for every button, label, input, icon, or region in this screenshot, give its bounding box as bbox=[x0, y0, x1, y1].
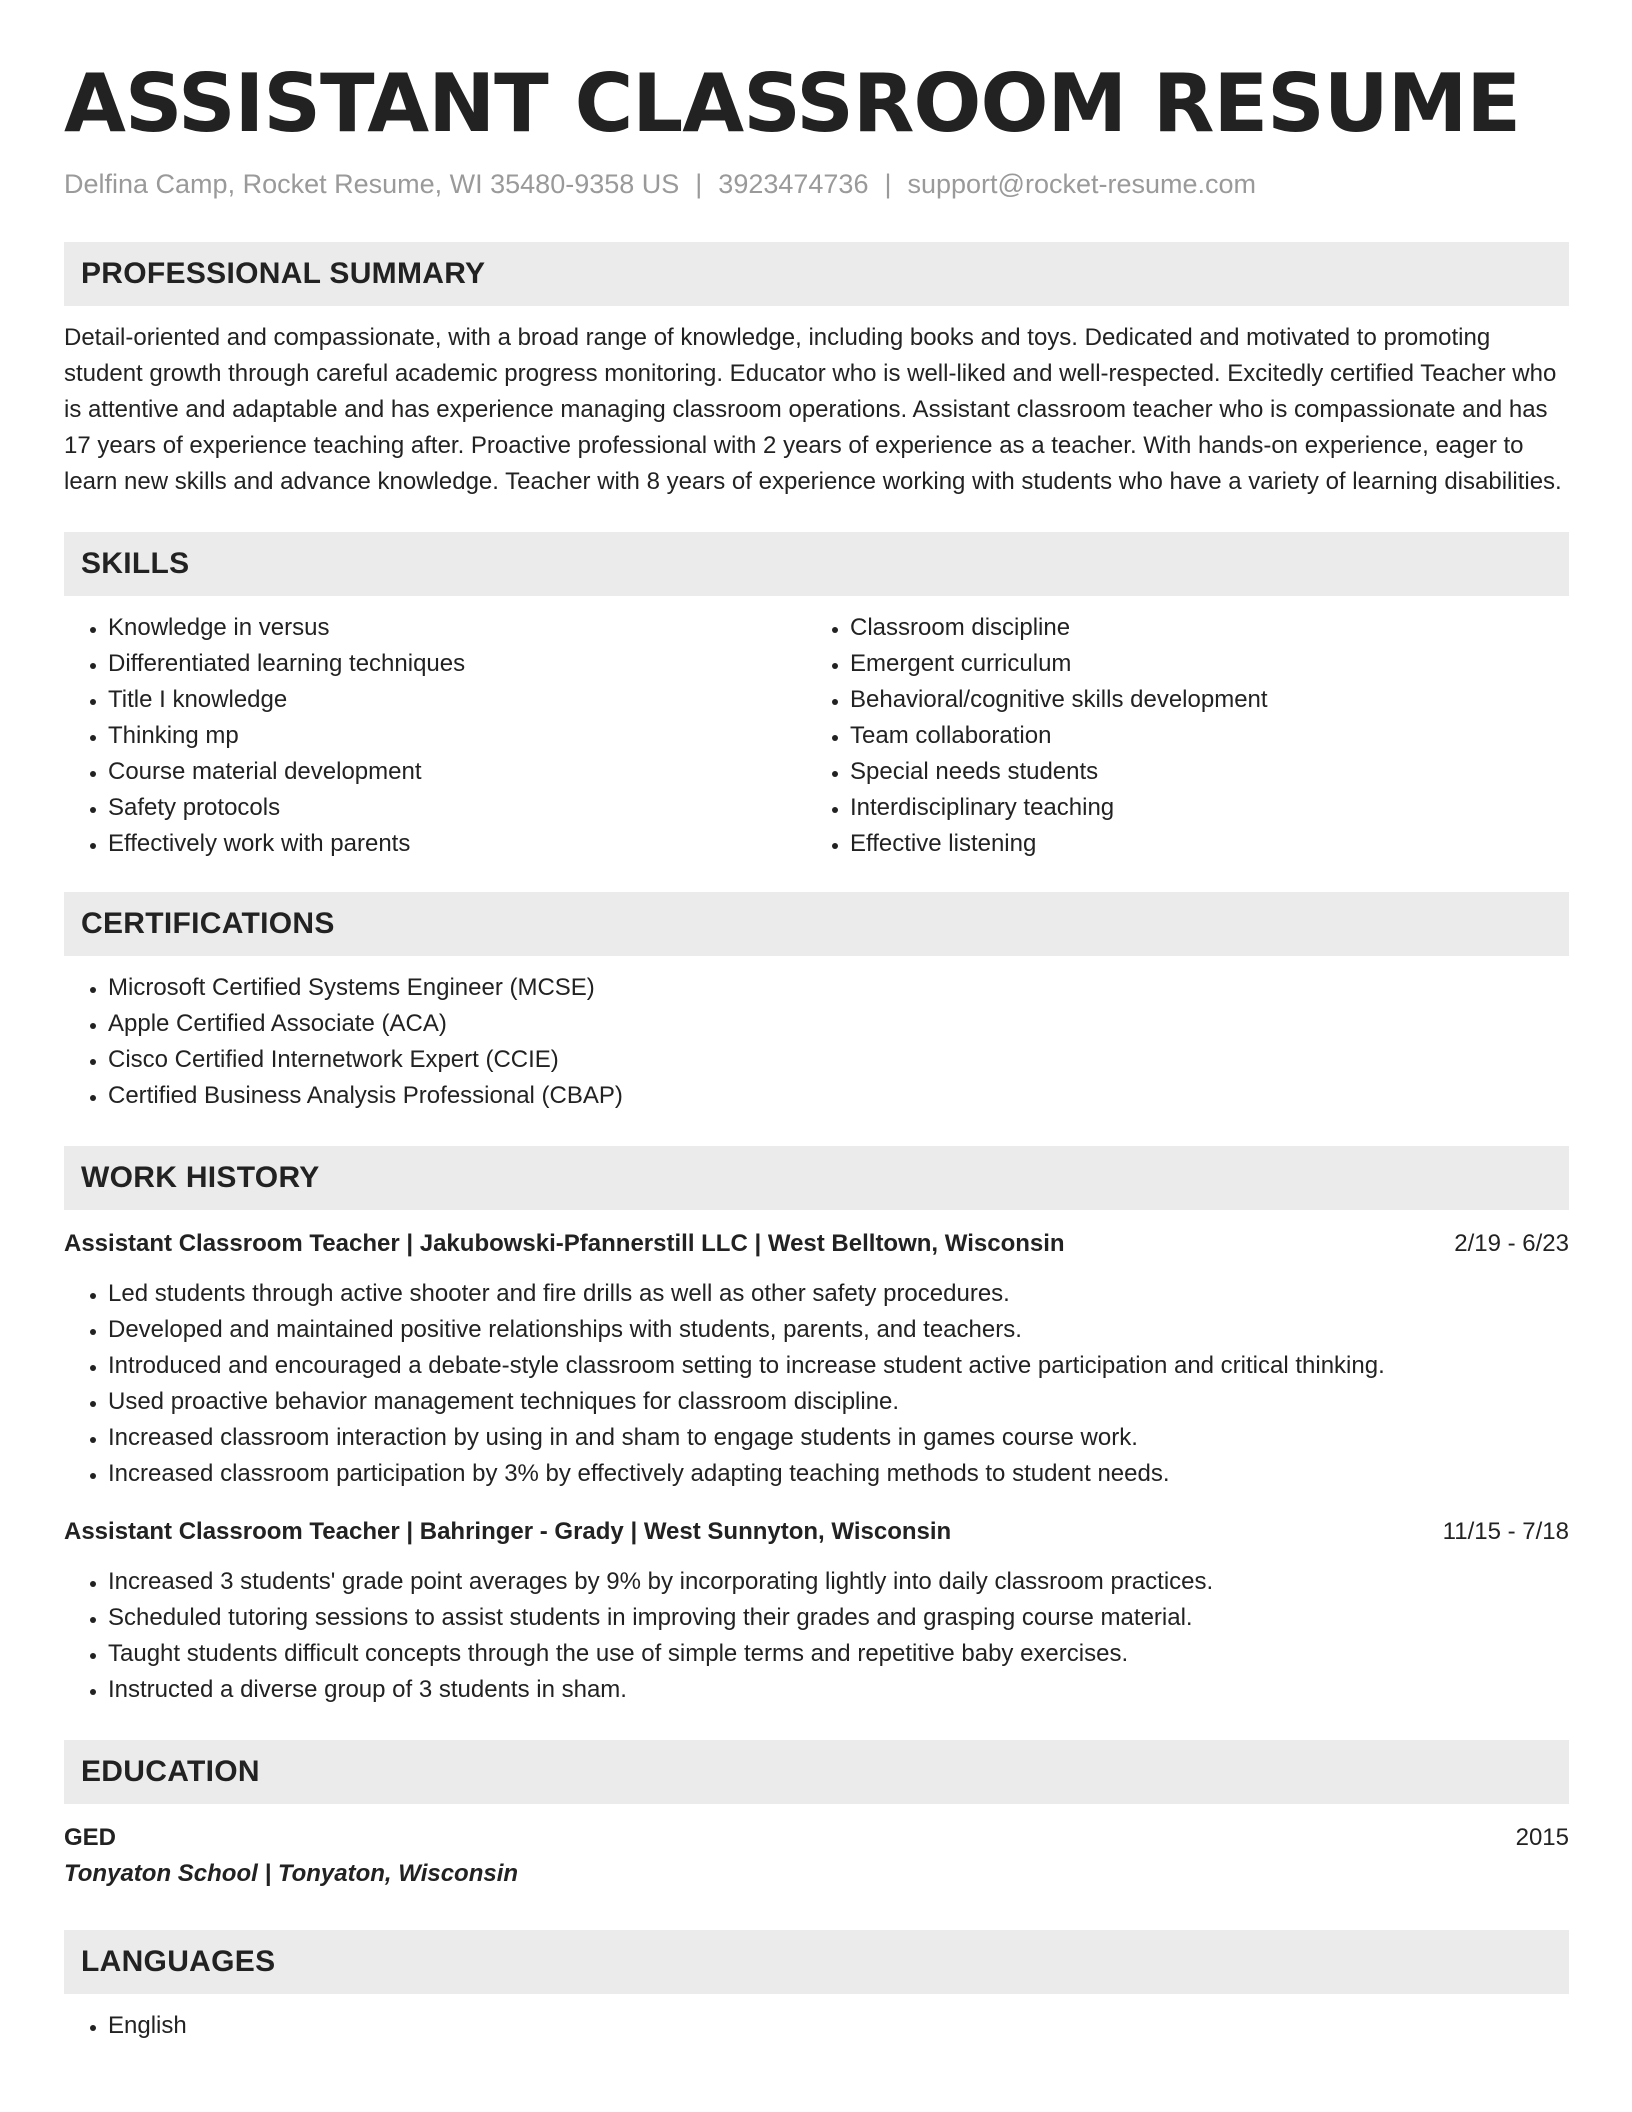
skills-column-left bbox=[64, 610, 806, 862]
job-header bbox=[64, 1226, 1569, 1262]
skill-item: • Classroom discipline bbox=[850, 610, 1548, 646]
education-degree: GED bbox=[64, 1824, 117, 1851]
section-heading-work-history: WORK HISTORY bbox=[64, 1146, 1569, 1210]
section-heading-education: EDUCATION bbox=[64, 1740, 1569, 1804]
certification-item: • Certified Business Analysis Professional (CBAP) bbox=[108, 1078, 1569, 1114]
summary-text: Detail-oriented and compassionate, with a broad range of knowledge, including books and toys. Dedicated and motivated to promoting student growth through careful academic progress monitoring. Educator who is well-liked and well-respected. Excitedly certified Teacher who is attentive and adaptable and has experience managing classroom operations. Assistant classroom teacher who is compassionate and has 17 years of experience teaching after. Proactive professional with 2 years of experience as a teacher. With hands-on experience, eager to learn new skills and advance knowledge. Teacher with 8 years of experience working with students who have a variety of learning disabilities. bbox=[64, 324, 1562, 495]
skill-item: • Title I knowledge bbox=[108, 682, 806, 718]
skill-item: • Knowledge in versus bbox=[108, 610, 806, 646]
contact-address: Delfina Camp, Rocket Resume, WI 35480-9358 US bbox=[64, 169, 680, 199]
skill-item: • Safety protocols bbox=[108, 790, 806, 826]
contact-separator: | bbox=[695, 169, 703, 199]
job-bullets bbox=[64, 1564, 1569, 1708]
job-header bbox=[64, 1514, 1569, 1550]
job-title: Assistant Classroom Teacher | Jakubowski-Pfannerstill LLC | West Belltown, Wisconsin bbox=[64, 1230, 1065, 1257]
skill-item: • Behavioral/cognitive skills development bbox=[850, 682, 1548, 718]
job-bullet: • Used proactive behavior management techniques for classroom discipline. bbox=[108, 1384, 1569, 1420]
section-heading-summary: PROFESSIONAL SUMMARY bbox=[64, 242, 1569, 306]
contact-line bbox=[64, 166, 1569, 202]
skill-item: • Special needs students bbox=[850, 754, 1548, 790]
section-heading-skills: SKILLS bbox=[64, 532, 1569, 596]
skill-item: • Effectively work with parents bbox=[108, 826, 806, 862]
certification-item: • Apple Certified Associate (ACA) bbox=[108, 1006, 1569, 1042]
job-title: Assistant Classroom Teacher | Bahringer - Grady | West Sunnyton, Wisconsin bbox=[64, 1518, 952, 1545]
skill-item: • Thinking mp bbox=[108, 718, 806, 754]
job-bullets bbox=[64, 1276, 1569, 1492]
job-dates: 2/19 - 6/23 bbox=[1454, 1230, 1569, 1257]
skill-item: • Effective listening bbox=[850, 826, 1548, 862]
language-item: • English bbox=[108, 2008, 1569, 2044]
education-year: 2015 bbox=[1515, 1824, 1569, 1851]
skill-item: • Team collaboration bbox=[850, 718, 1548, 754]
job-bullet: • Increased classroom interaction by using in and sham to engage students in games course work. bbox=[108, 1420, 1569, 1456]
certification-item: • Cisco Certified Internetwork Expert (CCIE) bbox=[108, 1042, 1569, 1078]
contact-phone[interactable]: 3923474736 bbox=[718, 169, 869, 199]
skills-list bbox=[64, 610, 1569, 862]
job-bullet: • Increased 3 students' grade point averages by 9% by incorporating lightly into daily classroom practices. bbox=[108, 1564, 1569, 1600]
languages-list bbox=[64, 2008, 1569, 2044]
certifications-list bbox=[64, 970, 1569, 1114]
section-heading-certifications: CERTIFICATIONS bbox=[64, 892, 1569, 956]
job-bullet: • Instructed a diverse group of 3 students in sham. bbox=[108, 1672, 1569, 1708]
skill-item: • Emergent curriculum bbox=[850, 646, 1548, 682]
education-row bbox=[64, 1820, 1569, 1856]
education-school: Tonyaton School | Tonyaton, Wisconsin bbox=[64, 1860, 519, 1887]
skill-item: • Interdisciplinary teaching bbox=[850, 790, 1548, 826]
skill-item: • Course material development bbox=[108, 754, 806, 790]
job-bullet: • Scheduled tutoring sessions to assist students in improving their grades and grasping course material. bbox=[108, 1600, 1569, 1636]
job-dates: 11/15 - 7/18 bbox=[1442, 1518, 1569, 1545]
resume-page bbox=[64, 56, 1569, 2044]
section-heading-languages: LANGUAGES bbox=[64, 1930, 1569, 1994]
skills-column-right bbox=[806, 610, 1548, 862]
contact-separator: | bbox=[884, 169, 892, 199]
certification-item: • Microsoft Certified Systems Engineer (MCSE) bbox=[108, 970, 1569, 1006]
skill-item: • Differentiated learning techniques bbox=[108, 646, 806, 682]
job-bullet: • Taught students difficult concepts through the use of simple terms and repetitive baby exercises. bbox=[108, 1636, 1569, 1672]
job-bullet: • Developed and maintained positive relationships with students, parents, and teachers. bbox=[108, 1312, 1569, 1348]
job-bullet: • Increased classroom participation by 3% by effectively adapting teaching methods to student needs. bbox=[108, 1456, 1569, 1492]
resume-title: ASSISTANT CLASSROOM RESUME bbox=[64, 57, 1520, 150]
job-bullet: • Introduced and encouraged a debate-style classroom setting to increase student active participation and critical thinking. bbox=[108, 1348, 1569, 1384]
job-bullet: • Led students through active shooter and fire drills as well as other safety procedures. bbox=[108, 1276, 1569, 1312]
contact-email[interactable]: support@rocket-resume.com bbox=[907, 169, 1257, 199]
